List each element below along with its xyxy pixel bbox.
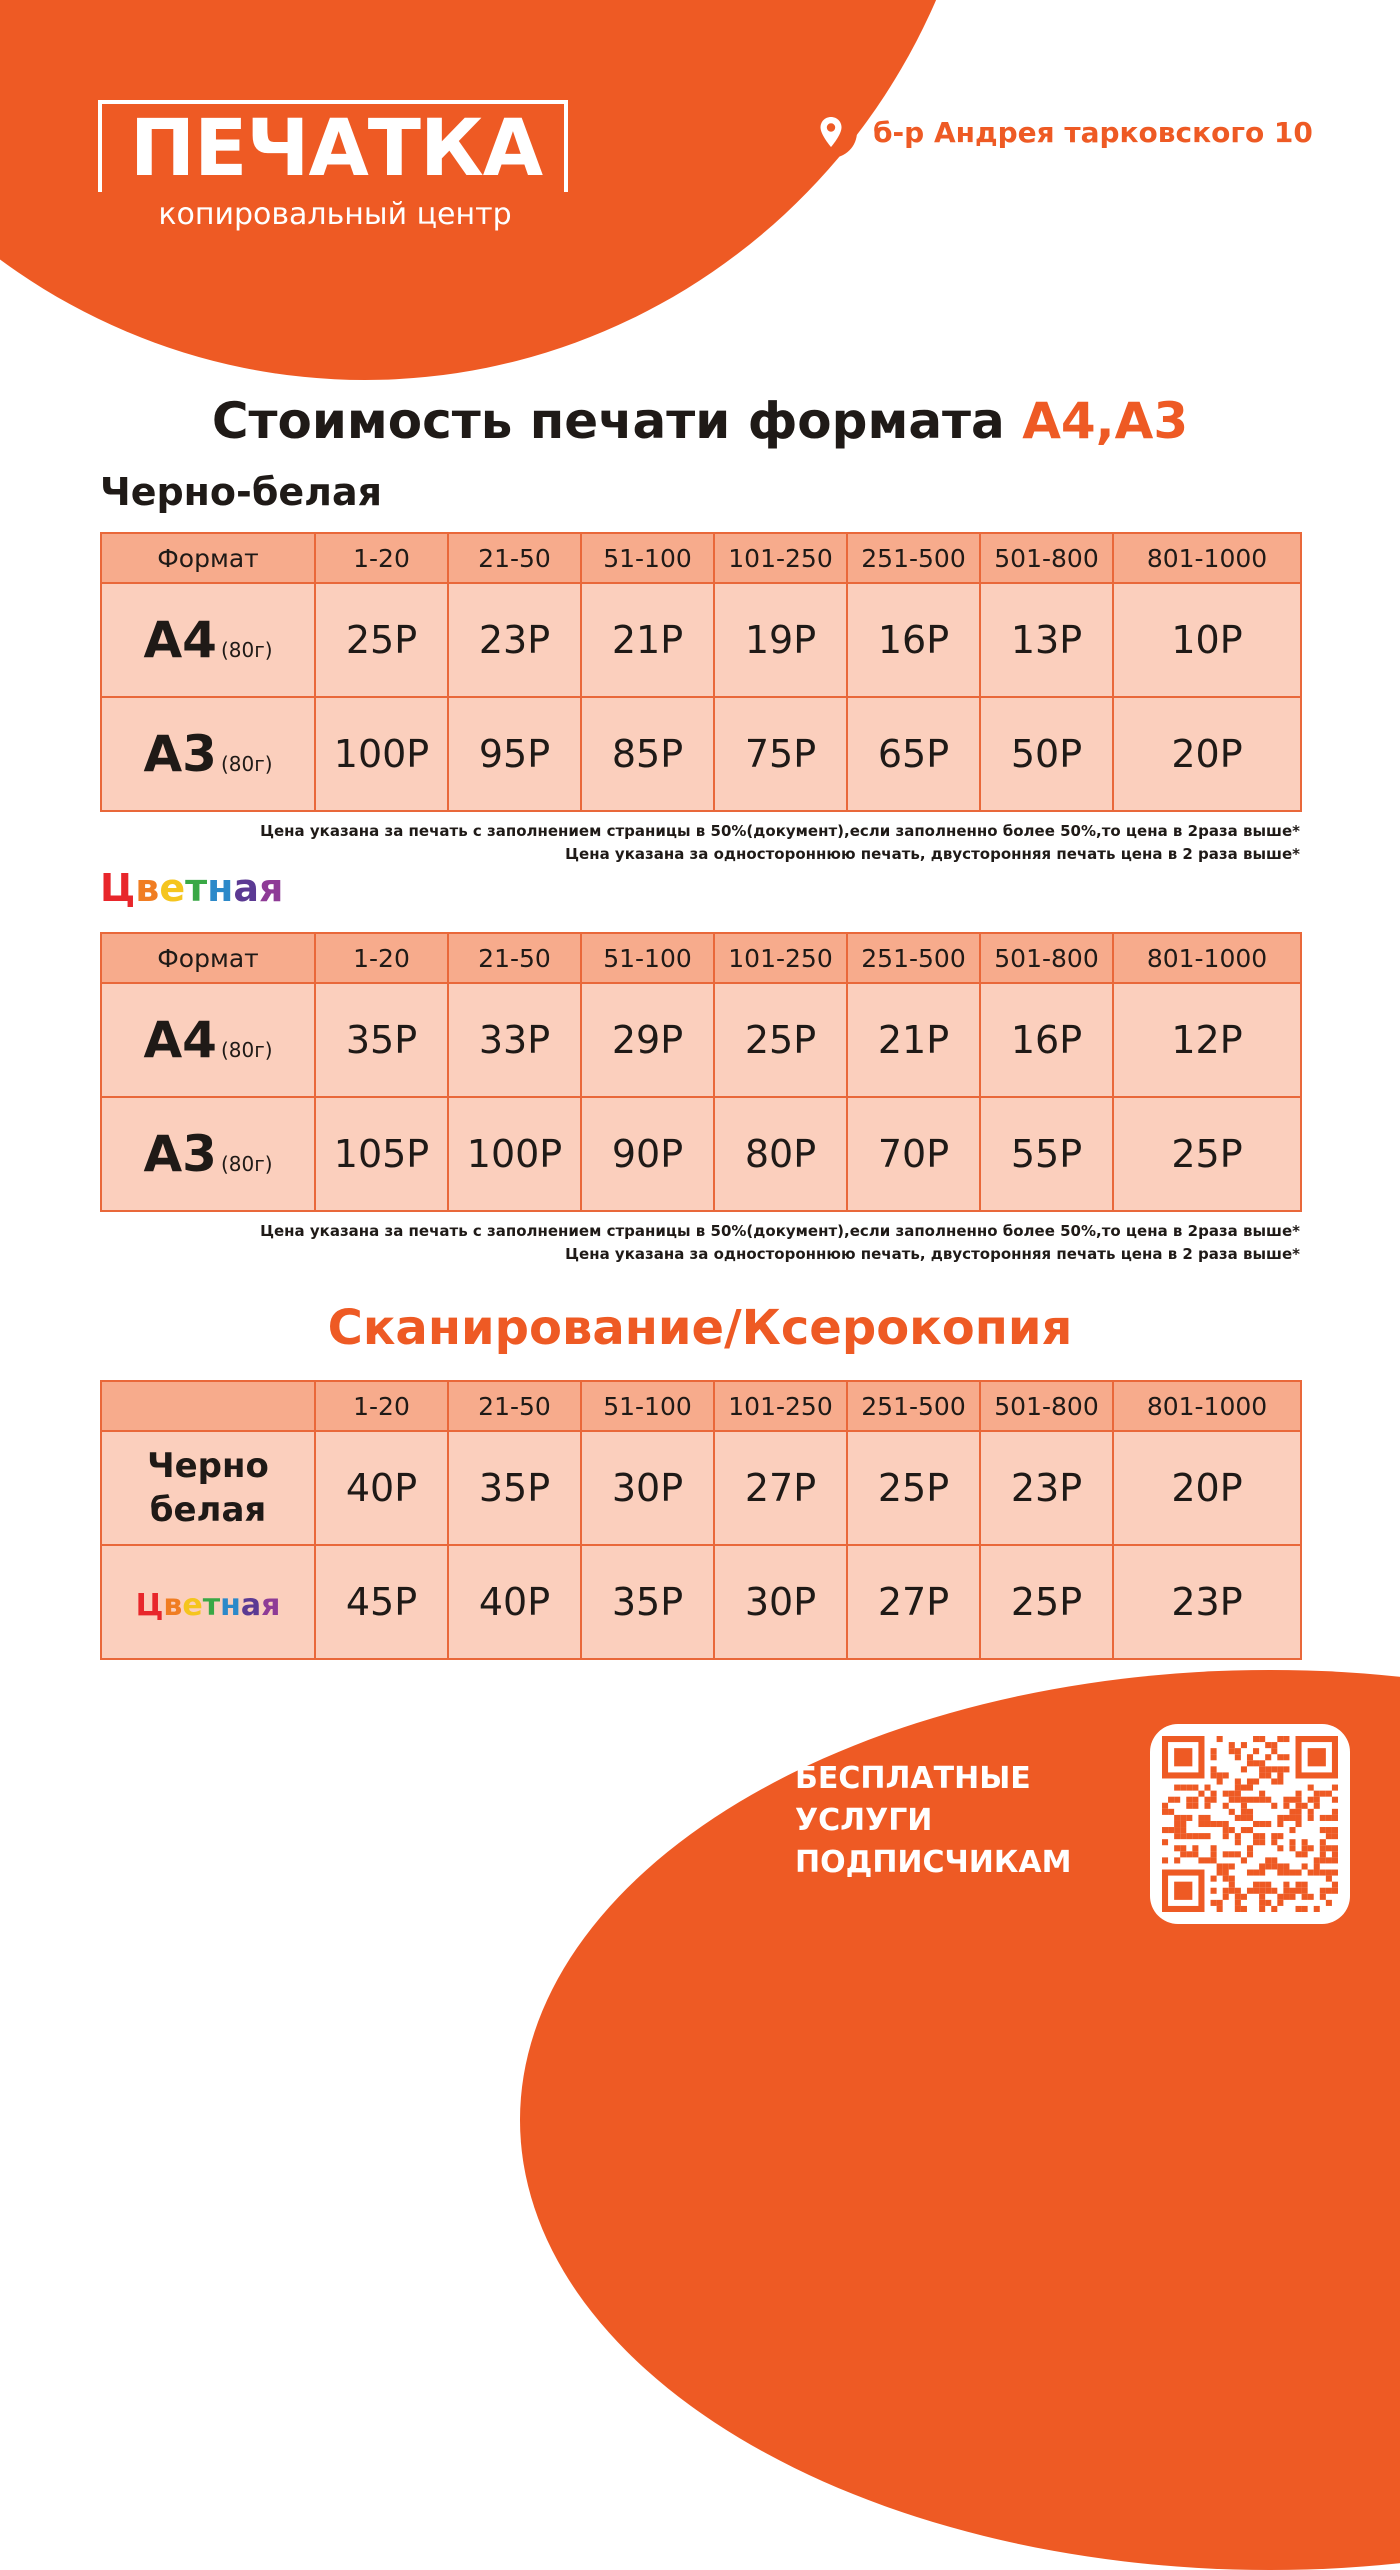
note-duplex: Цена указана за одностороннюю печать, двусторонняя печать цена в 2 раза выше* [565, 1245, 1300, 1263]
header-cell: 21-50 [448, 533, 581, 583]
scan-color-label-cell [101, 1545, 315, 1659]
price-cell: 30Р [714, 1545, 847, 1659]
header-cell: 51-100 [581, 933, 714, 983]
price-cell: 25Р [315, 583, 448, 697]
brand-logo [98, 100, 572, 240]
rainbow-letter: Ц [100, 866, 136, 910]
header-cell: 21-50 [448, 1381, 581, 1431]
scan-section-title: Сканирование/Ксерокопия [327, 1300, 1073, 1356]
paper-weight: (80г) [220, 1152, 273, 1176]
table-row [101, 983, 1301, 1097]
color-price-table [100, 932, 1302, 1212]
rainbow-letter: Ц [135, 1588, 164, 1623]
table-row [101, 583, 1301, 697]
note-fill: Цена указана за печать с заполнением страницы в 50%(документ),если заполненно более 50%,то цена в 2раза выше* [260, 1222, 1300, 1240]
price-cell: 55Р [980, 1097, 1113, 1211]
header-cell: 801-1000 [1113, 1381, 1301, 1431]
rainbow-letter: е [182, 1588, 203, 1623]
rainbow-letter: н [207, 866, 234, 910]
scan-bw-label [101, 1431, 315, 1545]
price-cell: 40Р [315, 1431, 448, 1545]
price-cell: 23Р [1113, 1545, 1301, 1659]
rainbow-letter: в [135, 866, 160, 910]
qr-code-icon [1162, 1736, 1338, 1912]
header-cell: 1-20 [315, 533, 448, 583]
table-row [101, 1431, 1301, 1545]
format-label: А3 [143, 725, 217, 783]
scan-price-table [100, 1380, 1302, 1660]
price-cell: 23Р [980, 1431, 1113, 1545]
header-cell: 101-250 [714, 1381, 847, 1431]
price-cell: 30Р [581, 1431, 714, 1545]
price-cell: 13Р [980, 583, 1113, 697]
price-cell: 12Р [1113, 983, 1301, 1097]
rainbow-letter: я [261, 1588, 281, 1623]
table-row [101, 697, 1301, 811]
page-title [0, 392, 1400, 450]
promo-line: ПОДПИСЧИКАМ [795, 1845, 1072, 1880]
brand-subtitle: копировальный центр [158, 197, 512, 232]
price-cell: 40Р [448, 1545, 581, 1659]
address-text: б-р Андрея тарковского 10 [873, 115, 1313, 149]
price-cell: 80Р [714, 1097, 847, 1211]
price-cell: 50Р [980, 697, 1113, 811]
price-cell: 100Р [315, 697, 448, 811]
promo-text [795, 1758, 1072, 1884]
promo-line: УСЛУГИ [795, 1803, 933, 1838]
page-title-accent: А4,А3 [1022, 392, 1189, 450]
header-cell: 51-100 [581, 533, 714, 583]
format-label: А4 [143, 1011, 217, 1069]
price-cell: 105Р [315, 1097, 448, 1211]
format-label: А3 [143, 1125, 217, 1183]
price-cell: 21Р [847, 983, 980, 1097]
rainbow-letter: я [259, 866, 284, 910]
price-cell: 90Р [581, 1097, 714, 1211]
price-cell: 45Р [315, 1545, 448, 1659]
price-cell: 70Р [847, 1097, 980, 1211]
format-cell [101, 983, 315, 1097]
header-cell: 251-500 [847, 1381, 980, 1431]
paper-weight: (80г) [220, 1038, 273, 1062]
bw-table-header [101, 533, 1301, 583]
note-duplex: Цена указана за одностороннюю печать, двусторонняя печать цена в 2 раза выше* [565, 845, 1300, 863]
price-cell: 35Р [448, 1431, 581, 1545]
price-cell: 25Р [1113, 1097, 1301, 1211]
promo-line: БЕСПЛАТНЫЕ [795, 1761, 1031, 1796]
price-cell: 27Р [847, 1545, 980, 1659]
rainbow-letter: е [159, 866, 186, 910]
rainbow-letter: в [163, 1588, 183, 1623]
header-cell: 251-500 [847, 533, 980, 583]
paper-weight: (80г) [220, 752, 273, 776]
header-cell: 501-800 [980, 1381, 1113, 1431]
price-cell: 23Р [448, 583, 581, 697]
price-cell: 16Р [980, 983, 1113, 1097]
color-section-title [100, 866, 283, 910]
price-cell: 65Р [847, 697, 980, 811]
color-table-header [101, 933, 1301, 983]
price-cell: 10Р [1113, 583, 1301, 697]
price-cell: 16Р [847, 583, 980, 697]
brand-name: ПЕЧАТКА [129, 104, 543, 194]
price-cell: 25Р [714, 983, 847, 1097]
rainbow-letter: а [240, 1588, 262, 1623]
header-cell: Формат [101, 933, 315, 983]
header-cell: 1-20 [315, 933, 448, 983]
price-cell: 25Р [980, 1545, 1113, 1659]
format-cell [101, 1097, 315, 1211]
price-cell: 20Р [1113, 1431, 1301, 1545]
rainbow-letter: т [185, 866, 208, 910]
price-cell: 85Р [581, 697, 714, 811]
price-cell: 95Р [448, 697, 581, 811]
price-cell: 29Р [581, 983, 714, 1097]
color-title-text [100, 866, 283, 910]
qr-code-card[interactable] [1150, 1724, 1350, 1924]
header-cell: 801-1000 [1113, 533, 1301, 583]
rainbow-letter: н [220, 1588, 241, 1623]
price-cell: 19Р [714, 583, 847, 697]
header-cell [101, 1381, 315, 1431]
header-cell: 1-20 [315, 1381, 448, 1431]
price-cell: 25Р [847, 1431, 980, 1545]
header-cell: 21-50 [448, 933, 581, 983]
address-block [805, 104, 1313, 160]
scan-color-label [136, 1588, 281, 1623]
header-cell: 251-500 [847, 933, 980, 983]
scan-table-header [101, 1381, 1301, 1431]
price-cell: 100Р [448, 1097, 581, 1211]
price-cell: 27Р [714, 1431, 847, 1545]
color-notes [260, 1220, 1300, 1266]
price-cell: 21Р [581, 583, 714, 697]
format-cell [101, 697, 315, 811]
header-cell: 101-250 [714, 933, 847, 983]
bw-notes [260, 820, 1300, 866]
scan-bw-label-line1: Черно [147, 1446, 269, 1486]
page-title-text: Стоимость печати формата [211, 392, 1023, 450]
location-pin-icon [805, 106, 857, 158]
header-cell: 801-1000 [1113, 933, 1301, 983]
format-cell [101, 583, 315, 697]
bw-section-title: Черно-белая [100, 470, 382, 514]
price-cell: 75Р [714, 697, 847, 811]
header-cell: 101-250 [714, 533, 847, 583]
note-fill: Цена указана за печать с заполнением страницы в 50%(документ),если заполненно более 50%,то цена в 2раза выше* [260, 822, 1300, 840]
price-cell: 20Р [1113, 697, 1301, 811]
paper-weight: (80г) [220, 638, 273, 662]
header-cell: 51-100 [581, 1381, 714, 1431]
header-cell: Формат [101, 533, 315, 583]
format-label: А4 [143, 611, 217, 669]
price-cell: 35Р [581, 1545, 714, 1659]
price-cell: 35Р [315, 983, 448, 1097]
header-cell: 501-800 [980, 933, 1113, 983]
scan-bw-label-line2: белая [149, 1490, 267, 1530]
price-cell: 33Р [448, 983, 581, 1097]
rainbow-letter: а [233, 866, 260, 910]
table-row [101, 1545, 1301, 1659]
header-cell: 501-800 [980, 533, 1113, 583]
bw-price-table [100, 532, 1302, 812]
table-row [101, 1097, 1301, 1211]
rainbow-letter: т [202, 1588, 221, 1623]
